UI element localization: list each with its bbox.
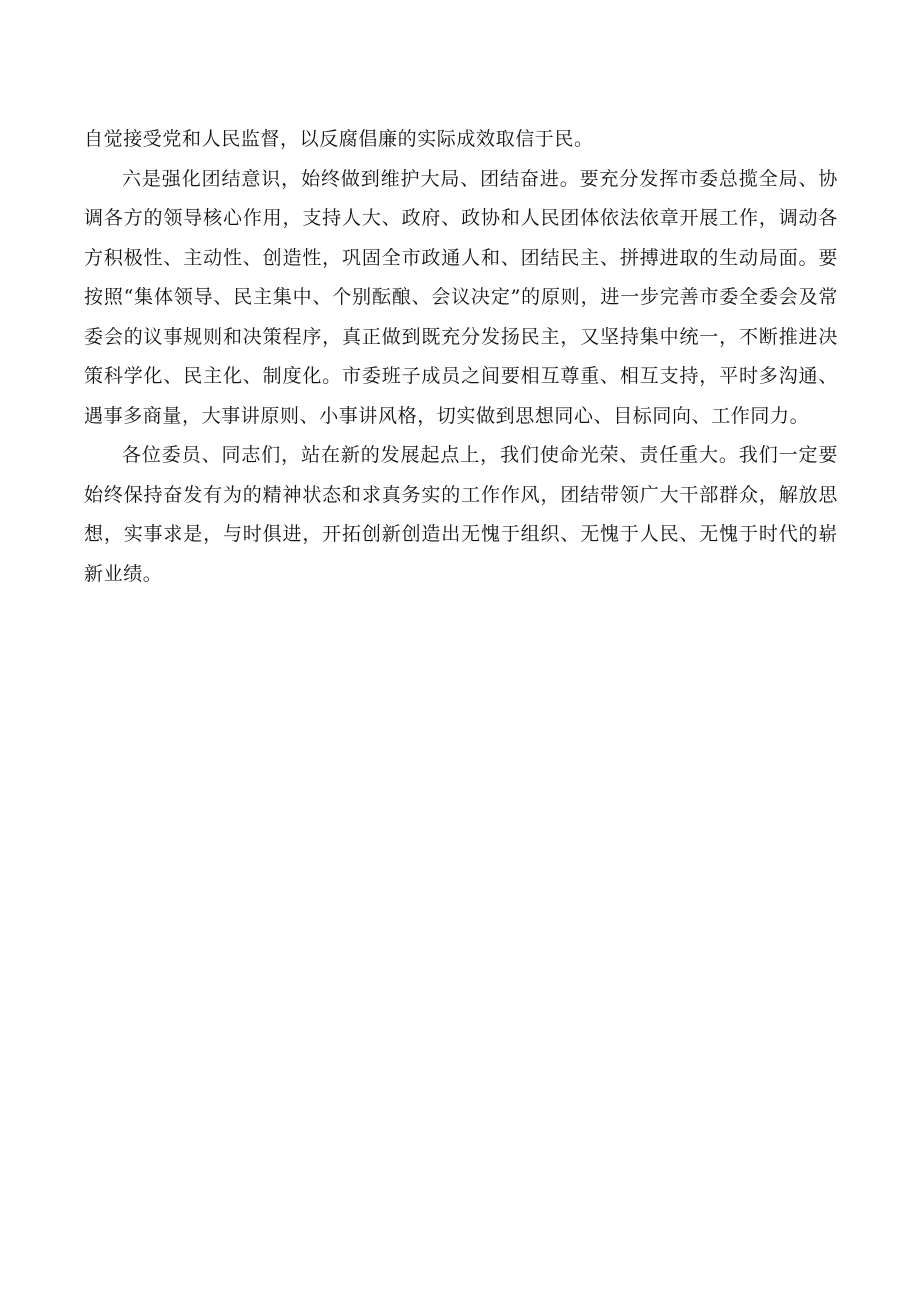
paragraph-continuation: 自觉接受党和人民监督，以反腐倡廉的实际成效取信于民。 xyxy=(84,128,594,150)
paragraph-closing-remarks: 各位委员、同志们，站在新的发展起点上，我们使命光荣、责任重大。我们一定要始终保持奋发有为的精神状态和求真务实的工作作风，团结带领广大干部群众，解放思想，实事求是，与时俱进，开拓创新创造出无愧于组织、无愧于人民、无愧于时代的崭新业绩。 xyxy=(84,444,838,585)
paragraph-unity-awareness: 六是强化团结意识，始终做到维护大局、团结奋进。要充分发挥市委总揽全局、协调各方的领导核心作用，支持人大、政府、政协和人民团体依法依章开展工作，调动各方积极性、主动性、创造性，巩固全市政通人和、团结民主、拼搏进取的生动局面。要按照“集体领导、民主集中、个别酝酿、会议决定”的原则，进一步完善市委全委会及常委会的议事规则和决策程序，真正做到既充分发扬民主，又坚持集中统一，不断推进决策科学化、民主化、制度化。市委班子成员之间要相互尊重、相互支持，平时多沟通、遇事多商量，大事讲原则、小事讲风格，切实做到思想同心、目标同向、工作同力。 xyxy=(84,167,838,427)
document-body xyxy=(84,120,838,594)
